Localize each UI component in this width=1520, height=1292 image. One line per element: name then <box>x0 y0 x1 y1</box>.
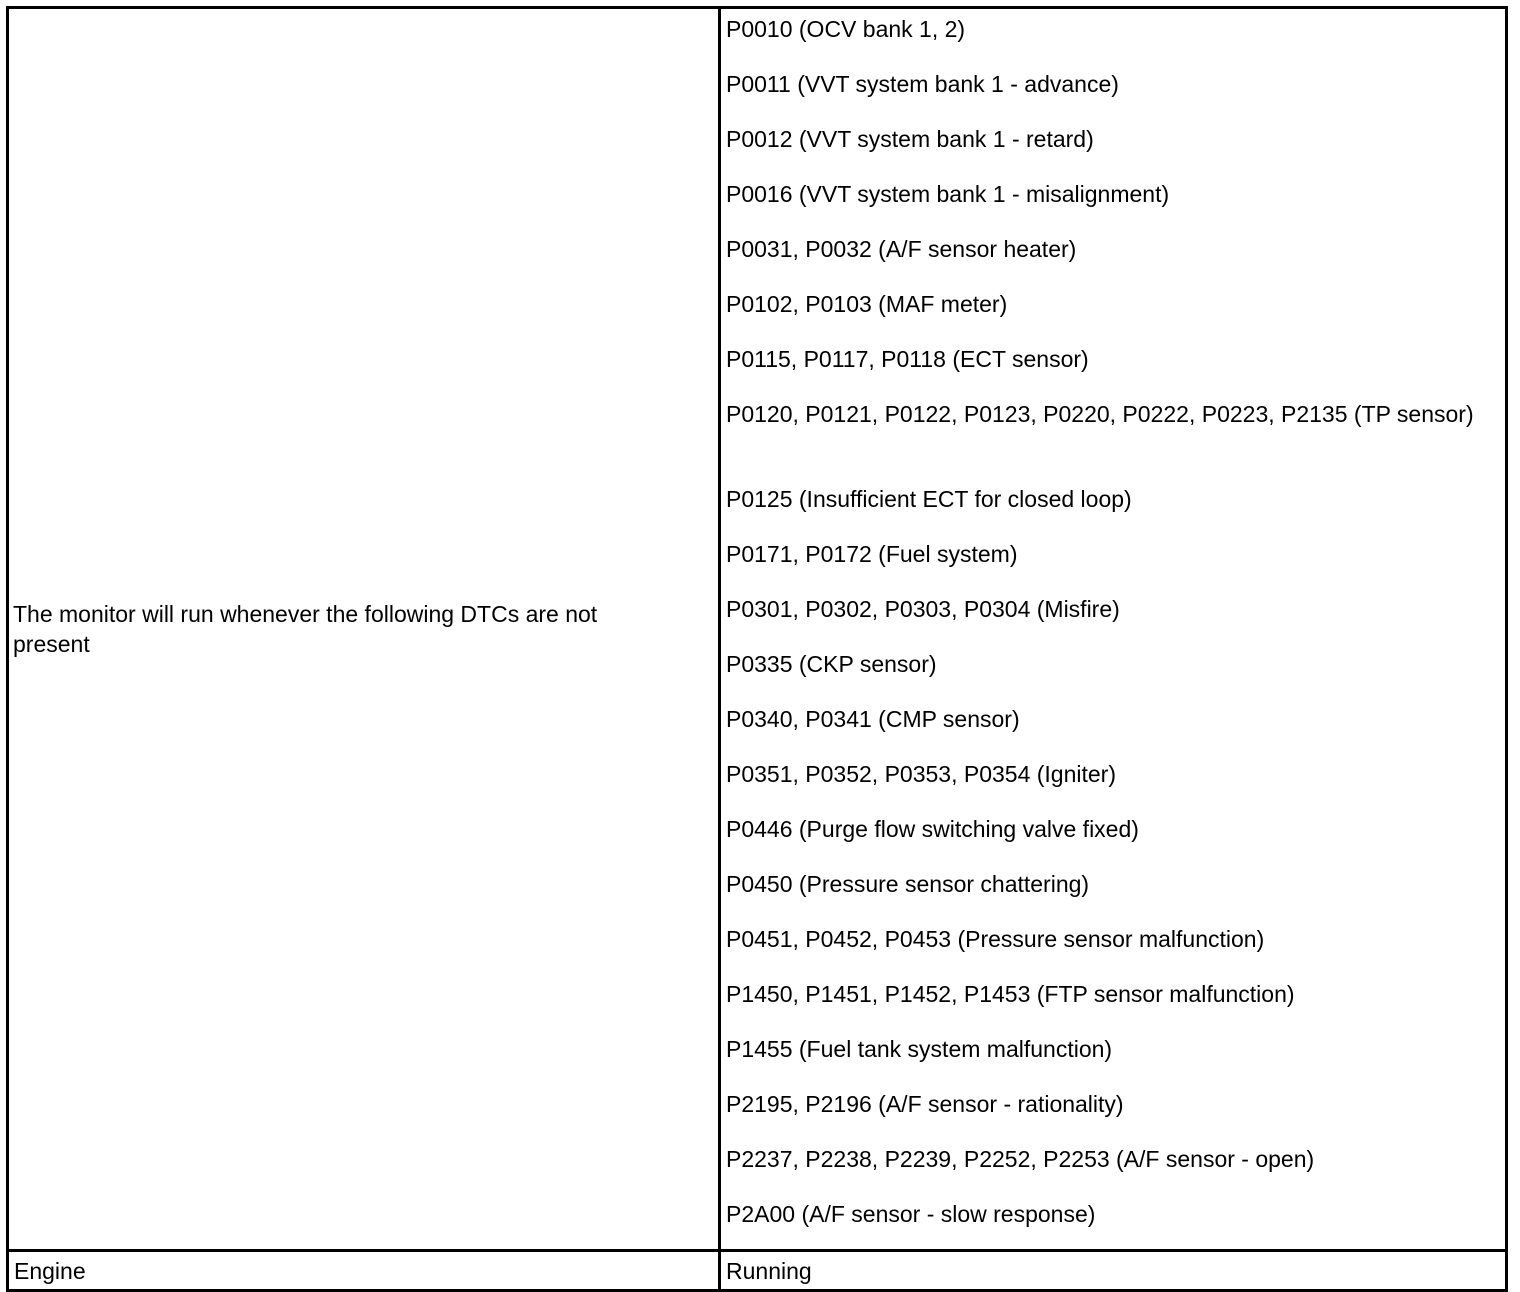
dtc-list-item: P0125 (Insufficient ECT for closed loop) <box>726 486 1132 512</box>
dtc-list-item: P0301, P0302, P0303, P0304 (Misfire) <box>726 596 1120 622</box>
table-row <box>8 8 1507 1251</box>
dtc-list-item: P1455 (Fuel tank system malfunction) <box>726 1036 1113 1062</box>
dtc-list-item: P0451, P0452, P0453 (Pressure sensor malfunction) <box>726 926 1265 952</box>
condition-label-cell <box>8 8 720 1251</box>
dtc-list-item: P0335 (CKP sensor) <box>726 651 937 677</box>
dtc-list-item: P0446 (Purge flow switching valve fixed) <box>726 816 1139 842</box>
dtc-list-item: P0031, P0032 (A/F sensor heater) <box>726 236 1077 262</box>
dtc-list-item: P2237, P2238, P2239, P2252, P2253 (A/F sensor - open) <box>726 1146 1315 1172</box>
dtc-list-item: P0340, P0341 (CMP sensor) <box>726 706 1020 732</box>
dtc-list-item: P0102, P0103 (MAF meter) <box>726 291 1008 317</box>
dtc-list-cell <box>720 8 1507 1251</box>
dtc-list-item: P1450, P1451, P1452, P1453 (FTP sensor malfunction) <box>726 981 1295 1007</box>
engine-label-cell <box>8 1251 720 1291</box>
dtc-list-item: P0450 (Pressure sensor chattering) <box>726 871 1090 897</box>
dtc-list-item: P0012 (VVT system bank 1 - retard) <box>726 126 1094 152</box>
engine-value: Running <box>726 1257 812 1284</box>
dtc-list-item: P0171, P0172 (Fuel system) <box>726 541 1018 567</box>
engine-label: Engine <box>14 1257 86 1284</box>
dtc-list-item: P2195, P2196 (A/F sensor - rationality) <box>726 1091 1124 1117</box>
dtc-list <box>721 9 1505 1249</box>
table-row <box>8 1251 1507 1291</box>
dtc-list-item: P2A00 (A/F sensor - slow response) <box>726 1201 1096 1227</box>
dtc-list-item: P0120, P0121, P0122, P0123, P0220, P0222, P0223, P2135 (TP sensor) <box>726 401 1474 427</box>
dtc-list-item: P0351, P0352, P0353, P0354 (Igniter) <box>726 761 1117 787</box>
engine-value-cell <box>720 1251 1507 1291</box>
dtc-list-item: P0011 (VVT system bank 1 - advance) <box>726 71 1119 97</box>
dtc-list-item: P0115, P0117, P0118 (ECT sensor) <box>726 346 1089 372</box>
dtc-list-item: P0016 (VVT system bank 1 - misalignment) <box>726 181 1170 207</box>
dtc-conditions-table <box>6 6 1508 1292</box>
condition-label: The monitor will run whenever the following DTCs are not present <box>13 601 598 657</box>
dtc-list-item: P0010 (OCV bank 1, 2) <box>726 16 966 42</box>
